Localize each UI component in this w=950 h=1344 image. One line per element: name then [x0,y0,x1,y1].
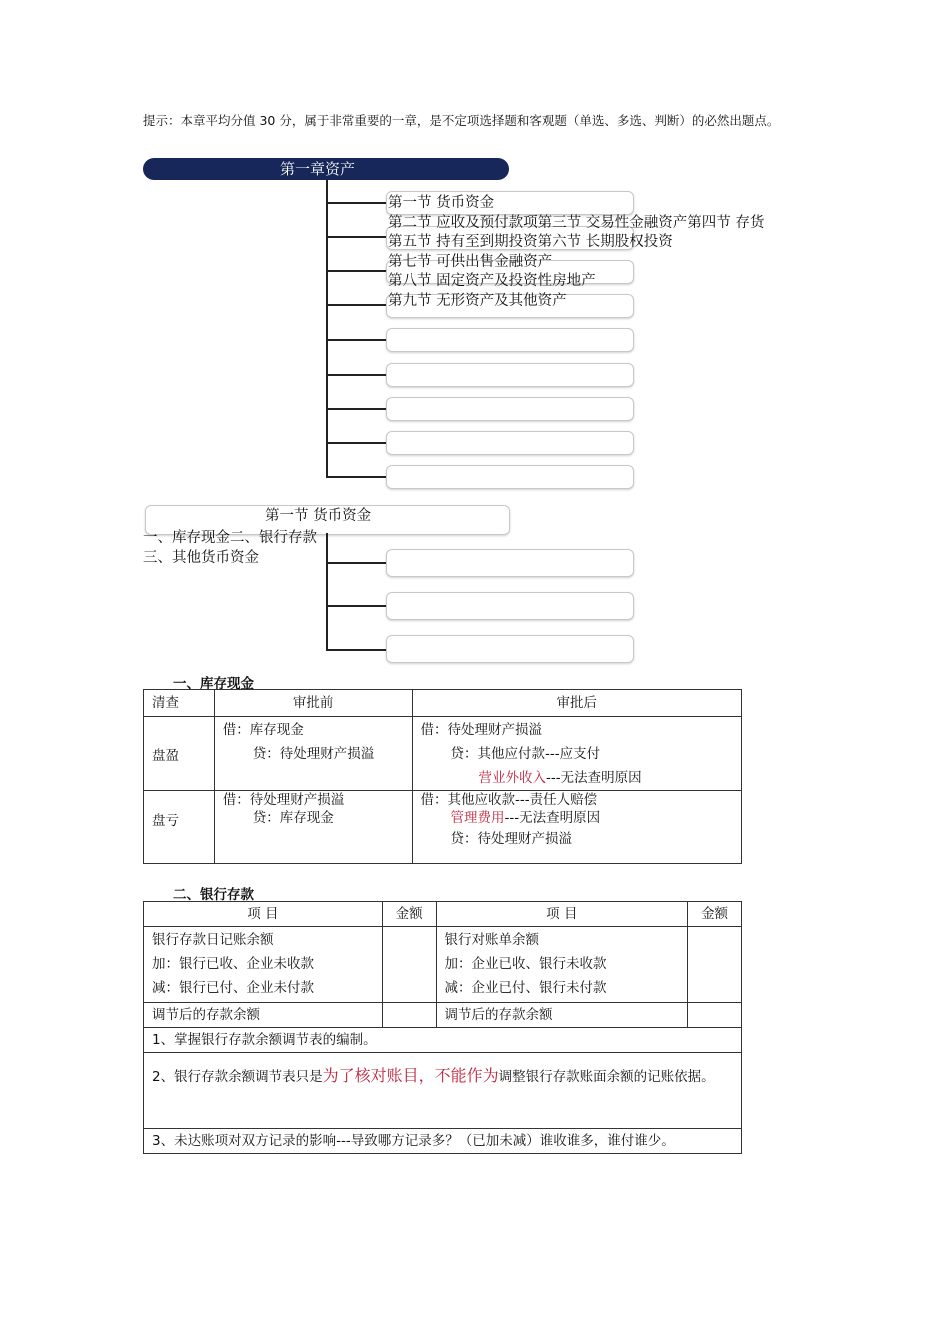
adjusted-left: 调节后的存款余额 [152,1007,260,1023]
tip-text: 提示：本章平均分值 30 分，属于非常重要的一章，是不定项选择题和客观题（单选、多选、判断）的必然出题点。 [143,113,780,128]
header-text: 清查 [152,695,179,711]
header-cell [144,902,383,927]
header-text: 项 目 [546,906,578,922]
section-item: 第二节 应收及预付款项第三节 交易性金融资产第四节 存货 [388,215,765,231]
section1-line1: 一、库存现金二、银行存款 [143,530,317,546]
surplus-label-cell [144,717,215,791]
tree-branch [326,270,388,272]
header-text: 金额 [395,906,423,922]
amount-cell [382,927,436,1003]
entry-line: 借：其他应收款---责任人赔偿 [420,792,598,808]
shortage-label-cell [144,791,215,864]
amount-cell [382,1003,436,1028]
header-text: 审批前 [292,695,334,711]
header-cell [382,902,436,927]
item-line: 减：银行已付、企业未付款 [152,980,314,996]
surplus-before-cell [214,717,412,791]
entry-text: ---无法查明原因 [504,810,601,826]
surplus-label: 盘盈 [152,747,179,764]
sub-tree-box [386,592,634,620]
tree-branch [326,374,388,376]
section1-title: 第一节 货币资金 [265,508,372,524]
section-item: 第七节 可供出售金融资产 [388,254,553,270]
sub-tree-branch [326,562,388,564]
note-2-post: 调整银行存款账面余额的记账依据。 [498,1069,715,1085]
entry-line [413,766,741,790]
entry-line: 贷：待处理财产损溢 [252,746,375,762]
sub-tree-branch [326,605,388,607]
tree-branch [326,339,388,341]
highlight-text: 营业外收入 [478,770,547,786]
bank-table [143,901,742,1154]
header-cell [412,690,741,717]
header-text: 金额 [701,906,729,922]
chapter-title: 第一章资产 [280,160,356,178]
cash-table [143,689,742,864]
sub-tree-trunk [326,533,328,651]
item-line: 加：企业已收、银行未收款 [444,956,607,972]
sub-tree-branch [326,649,388,651]
section-item: 第九节 无形资产及其他资产 [388,293,567,309]
entry-line: 借：待处理财产损溢 [222,792,345,808]
amount-cell [688,927,742,1003]
highlight-text: 管理费用 [450,810,505,826]
left-items-cell [144,927,383,1003]
note-3: 3、未达账项对双方记录的影响---导致哪方记录多？（已加未减）谁收谁多，谁付谁少。 [152,1133,675,1149]
adjusted-left-cell [144,1003,383,1028]
note-2-highlight: 为了核对账目，不能作为 [322,1066,499,1085]
note-cell [144,1129,742,1154]
header-cell [436,902,688,927]
section-item: 第八节 固定资产及投资性房地产 [388,273,596,289]
section-item: 第一节 货币资金 [388,195,495,211]
entry-line [413,809,741,827]
tree-branch [326,408,388,410]
tree-box [386,363,634,387]
tree-branch [326,202,388,204]
item-line: 银行对账单余额 [444,932,539,948]
header-text: 项 目 [247,906,279,922]
entry-line: 贷：待处理财产损溢 [450,831,573,847]
tree-box [386,431,634,455]
shortage-label: 盘亏 [152,813,179,829]
cash-heading: 一、库存现金 [173,676,254,692]
header-cell [214,690,412,717]
entry-text: ---无法查明原因 [546,770,642,786]
note-cell [144,1028,742,1053]
section-item: 第五节 持有至到期投资第六节 长期股权投资 [388,234,673,250]
tree-branch [326,476,388,478]
section1-line2: 三、其他货币资金 [143,550,259,566]
tree-box [386,328,634,352]
tree-branch [326,442,388,444]
adjusted-right: 调节后的存款余额 [444,1007,553,1023]
bank-heading: 二、银行存款 [173,887,254,903]
adjusted-right-cell [436,1003,688,1028]
note-1: 1、掌握银行存款余额调节表的编制。 [152,1032,377,1048]
sub-tree-box [386,549,634,577]
item-line: 银行存款日记账余额 [152,932,274,948]
header-text: 审批后 [556,695,598,711]
item-line: 加：银行已收、企业未收款 [152,956,314,972]
note-cell [144,1053,742,1129]
entry-line: 借：库存现金 [222,722,304,738]
header-cell [144,690,215,717]
sub-tree-box [386,635,634,663]
tree-branch [326,304,388,306]
tree-box [386,397,634,421]
item-line: 减：企业已付、银行未付款 [444,980,607,996]
tree-trunk [326,180,328,478]
amount-cell [688,1003,742,1028]
note-2-pre: 2、银行存款余额调节表只是 [152,1069,323,1085]
shortage-after-cell [412,791,741,864]
tree-box [386,465,634,489]
entry-line: 贷：库存现金 [252,810,334,826]
surplus-after-cell [412,717,741,791]
entry-line: 贷：其他应付款---应支付 [450,746,601,762]
entry-line: 借：待处理财产损溢 [420,722,543,738]
right-items-cell [436,927,688,1003]
tree-branch [326,236,388,238]
header-cell [688,902,742,927]
shortage-before-cell [214,791,412,864]
chapter-title-bar [143,158,509,180]
